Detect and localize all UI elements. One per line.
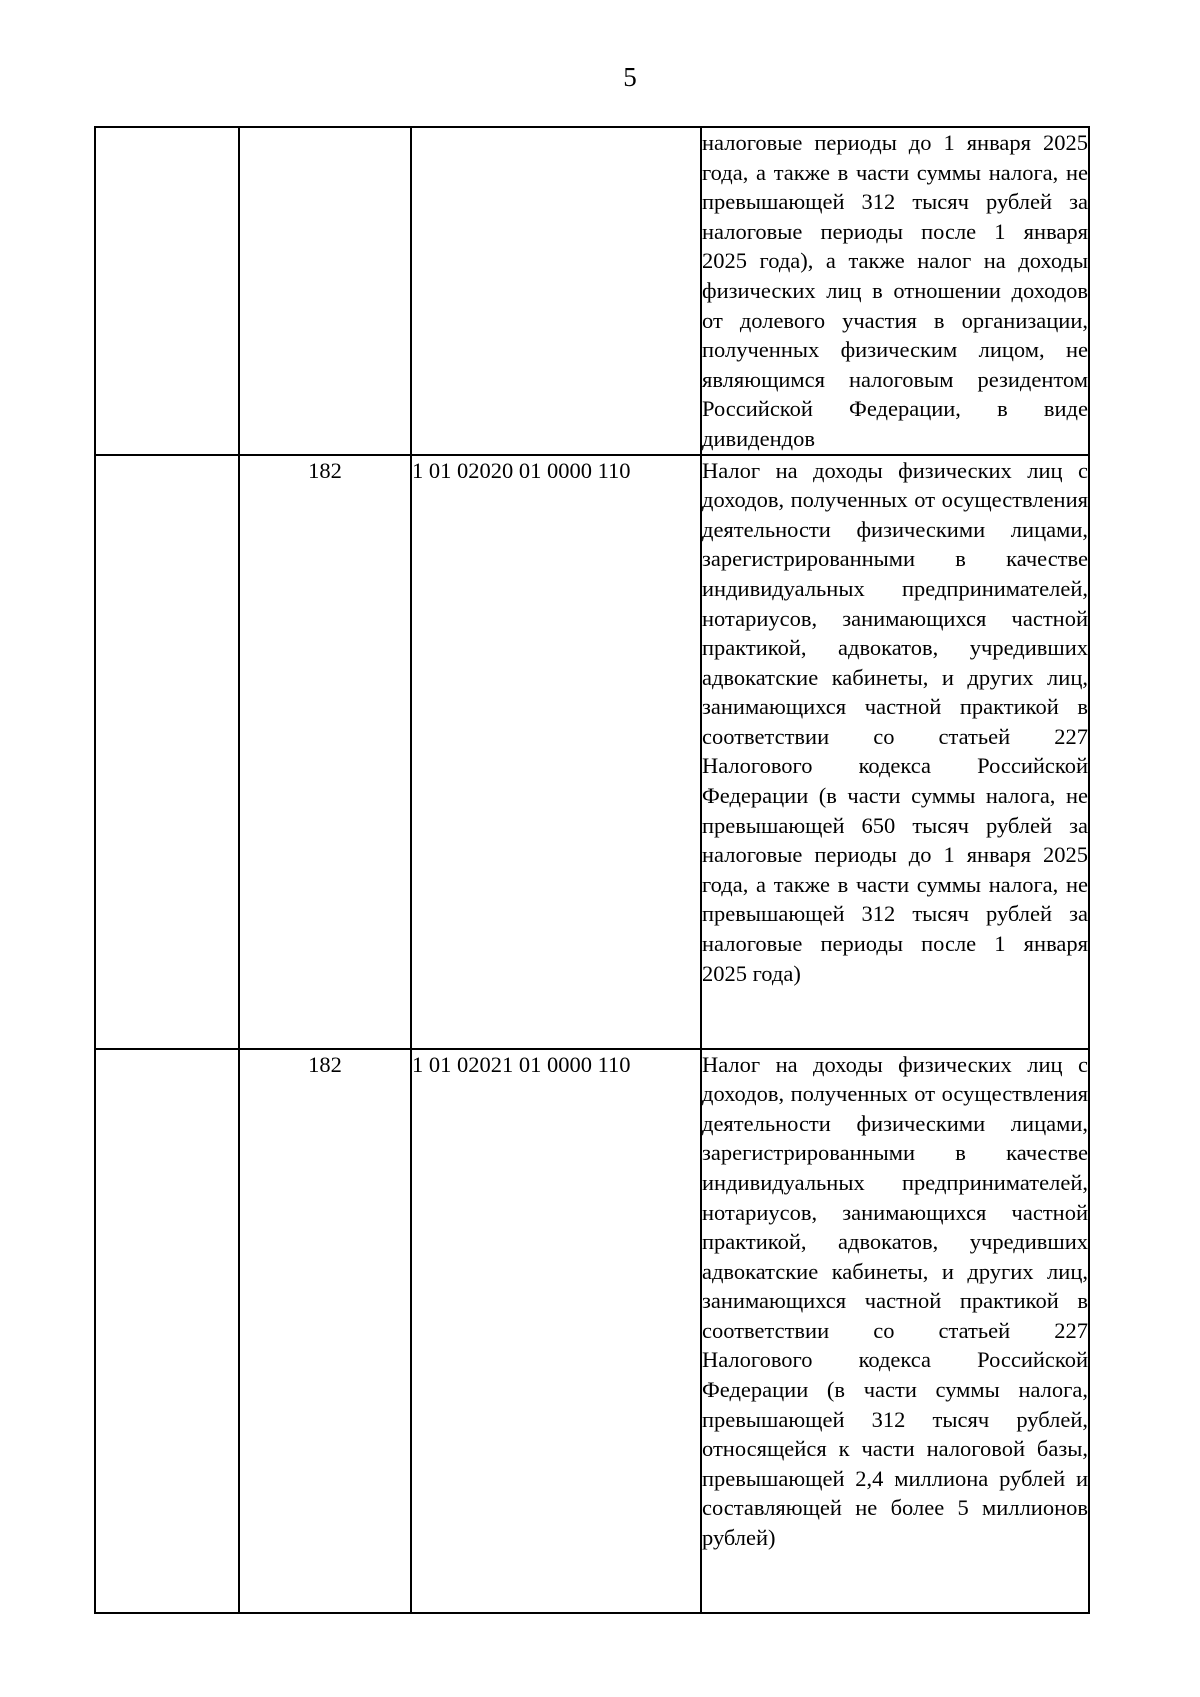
table-cell-col1	[95, 127, 239, 455]
table-cell-col1	[95, 455, 239, 1049]
kbk-code-cell	[411, 127, 701, 455]
description-text: налоговые периоды до 1 января 2025 года, а также в части суммы налога, не превышающей 312 тысяч рублей за налоговые периоды после 1 января 2025 года), а также налог на доходы физических лиц в отношении доходов от долевого участия в организации, полученных физическим лицом, не являющимся налоговым резидентом Российской Федерации, в виде дивидендов	[702, 130, 1088, 451]
admin-code-cell: 182	[239, 455, 411, 1049]
description-text: Налог на доходы физических лиц с доходов, полученных от осуществления деятельности физическими лицами, зарегистрированными в качестве индивидуальных предпринимателей, нотариусов, занимающихся частной практикой, адвокатов, учредивших адвокатские кабинеты, и других лиц, занимающихся частной практикой в соответствии со статьей 227 Налогового кодекса Российской Федерации (в части суммы налога, не превышающей 650 тысяч рублей за налоговые периоды до 1 января 2025 года, а также в части суммы налога, не превышающей 312 тысяч рублей за налоговые периоды после 1 января 2025 года)	[702, 457, 1088, 986]
budget-classification-table	[94, 126, 1090, 1614]
kbk-code-cell: 1 01 02020 01 0000 110	[411, 455, 701, 1049]
description-cell	[701, 127, 1089, 455]
admin-code-cell: 182	[239, 1049, 411, 1613]
table-row	[95, 455, 1089, 1049]
table-row	[95, 1049, 1089, 1613]
page-number: 5	[623, 62, 637, 92]
table-cell-col1	[95, 1049, 239, 1613]
kbk-code-cell: 1 01 02021 01 0000 110	[411, 1049, 701, 1613]
description-text: Налог на доходы физических лиц с доходов, полученных от осуществления деятельности физическими лицами, зарегистрированными в качестве индивидуальных предпринимателей, нотариусов, занимающихся частной практикой, адвокатов, учредивших адвокатские кабинеты, и других лиц, занимающихся частной практикой в соответствии со статьей 227 Налогового кодекса Российской Федерации (в части суммы налога, превышающей 312 тысяч рублей, относящейся к части налоговой базы, превышающей 2,4 миллиона рублей и составляющей не более 5 миллионов рублей)	[702, 1051, 1088, 1551]
table-row	[95, 127, 1089, 455]
description-cell	[701, 455, 1089, 1049]
admin-code-cell	[239, 127, 411, 455]
description-cell	[701, 1049, 1089, 1613]
